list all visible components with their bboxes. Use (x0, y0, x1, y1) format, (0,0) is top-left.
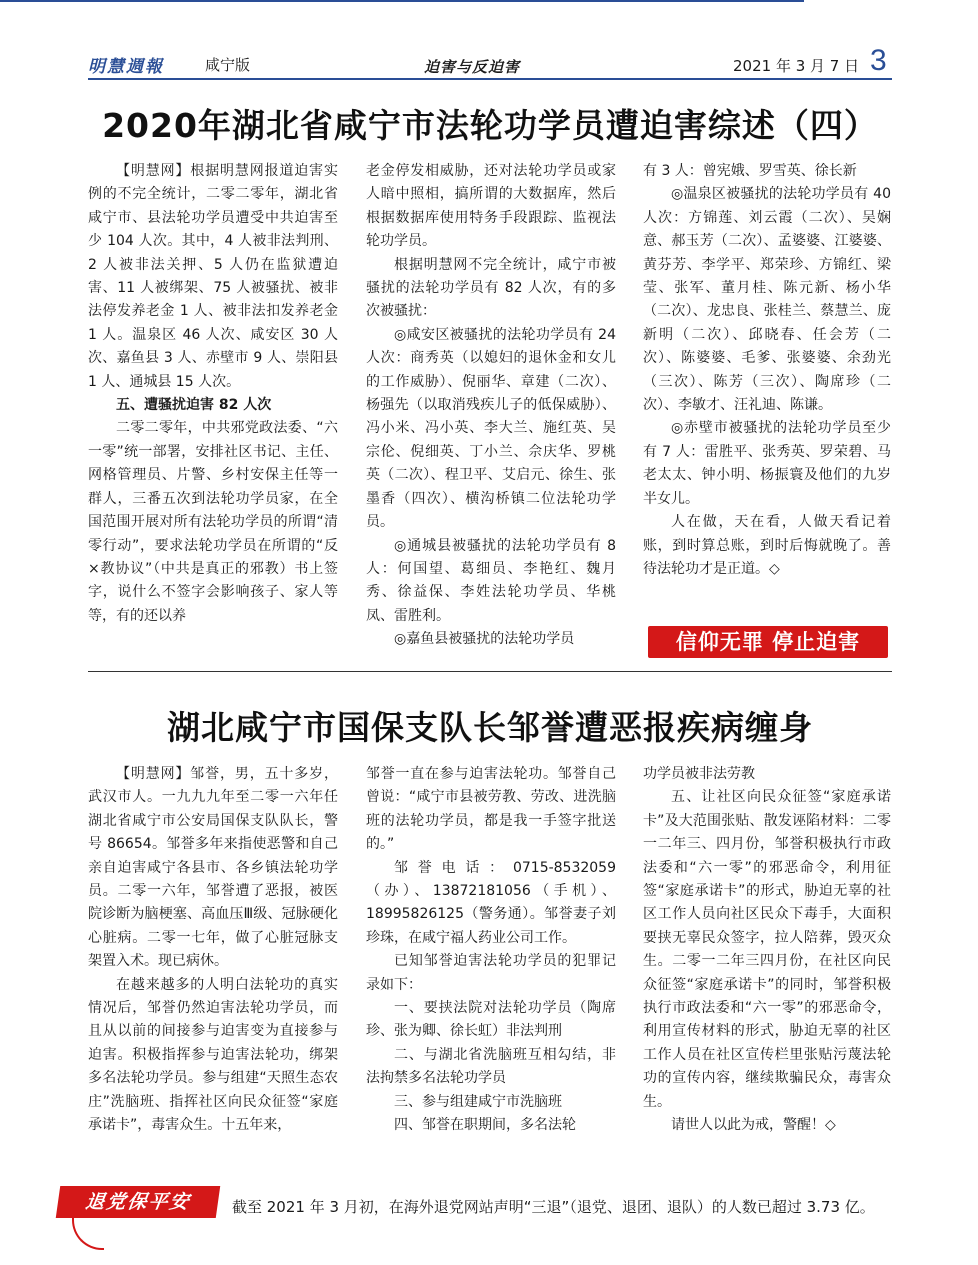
article1-column-1 (88, 160, 338, 660)
section-title: 迫害与反迫害 (424, 58, 521, 76)
paragraph: ◎咸安区被骚扰的法轮功学员有 24 人次：商秀英（以媳妇的退休金和女儿的工作威胁）、倪丽华、章建（二次）、杨强先（以取消残疾儿子的低保威胁）、冯小米、冯小英、李大兰、施红英、吴宗伦、倪细英、丁小兰、佘庆华、罗桃英（二次）、程卫平、艾启元、徐生、张墨香（四次）、横沟桥镇二位法轮功学员。 (366, 326, 616, 531)
paragraph: ◎赤壁市被骚扰的法轮功学员至少有 7 人：雷胜平、张秀英、罗荣碧、马老太太、钟小明、杨振寰及他们的九岁半女儿。 (643, 420, 891, 507)
page-number: 3 (870, 44, 887, 77)
edition-label: 咸宁版 (205, 56, 251, 74)
article2-column-2 (366, 763, 616, 1183)
paragraph: 已知邹誉迫害法轮功学员的犯罪记录如下： (366, 953, 616, 993)
paragraph: 一、要挟法院对法轮功学员（陶席珍、张为卿、徐长虹）非法判刑 (366, 1000, 616, 1040)
paragraph: ◎温泉区被骚扰的法轮功学员有 40 人次：方锦莲、刘云霞（二次）、吴娴意、郝玉芳（二次）、孟婆婆、江婆婆、黄芬芳、李学平、郑荣珍、方锦红、梁莹、张军、董月桂、陈元新、杨小华（二次）、龙忠良、张桂兰、蔡慧兰、庞新明（二次）、邱晓春、任会芳（二次）、陈婆婆、毛爹、张婆婆、余劲光（三次）、陈芳（三次）、陶席珍（二次）、李敏才、汪礼迪、陈谦。 (643, 186, 891, 414)
paragraph: 根据明慧网不完全统计，咸宁市被骚扰的法轮功学员有 82 人次，有的多次被骚扰： (366, 256, 616, 320)
header-rule (88, 78, 892, 80)
paragraph: 三、参与组建咸宁市洗脑班 (394, 1093, 562, 1110)
paragraph: 老金停发相威胁，还对法轮功学员或家人暗中照相，搞所谓的大数据库，然后根据数据库使用特务手段跟踪、监视法轮功学员。 (366, 163, 616, 250)
paragraph: 邹誉电话：0715-8532059（办）、13872181056（手机）、18995826125（警务通）。邹誉妻子刘珍珠，在咸宁福人药业公司工作。 (366, 859, 616, 946)
paragraph: 功学员被非法劳教 (643, 766, 755, 782)
paragraph: 五、让社区向民众征签“家庭承诺卡”及大范围张贴、散发诬陷材料：二零一二年三、四月份，邹誉积极执行市政法委和“六一零”的邪恶命令，利用征签“家庭承诺卡”的形式，胁迫无辜的社区工作人员向社区民众下毒手，大面积要挟无辜民众签字，拉人陪葬，毁灭众生。二零一二年三四月份，在社区向民众征签“家庭承诺卡”的同时，邹誉积极执行市政法委和“六一零”的邪恶命令，利用宣传材料的形式，胁迫无辜的社区工作人员在社区宣传栏里张贴污蔑法轮功的宣传内容，继续欺骗民众，毒害众生。 (643, 789, 891, 1110)
paragraph: 【明慧网】邹誉，男，五十多岁，武汉市人。一九九九年至二零一六年任湖北省咸宁市公安局国保支队队长，警号 86654。邹誉多年来指使恶警和自己亲自迫害咸宁各县市、各乡镇法轮功学员。二零一六年，邹誉遭了恶报，被医院诊断为脑梗塞、高血压Ⅲ级、冠脉硬化心脏病。二零一七年，做了心脏冠脉支架置入术。现已病休。 (88, 766, 338, 970)
article2-column-1 (88, 763, 338, 1183)
article-divider (88, 671, 892, 672)
paragraph: ◎嘉鱼县被骚扰的法轮功学员 (394, 631, 575, 648)
paragraph: 人在做，天在看，人做天看记着账，到时算总账，到时后悔就晚了。善待法轮功才是正道。◇ (643, 514, 891, 577)
paragraph: 二零二零年，中共邪党政法委、“六一零”统一部署，安排社区书记、主任、网格管理员、片警、乡村安保主任等一群人，三番五次到法轮功学员家，在全国范围开展对所有法轮功学员的所谓“清零行动”，要求法轮功学员在所谓的“反×教协议”（中共是真正的邪教）书上签字，说什么不签字会影响孩子、家人等等，有的还以养 (88, 420, 338, 624)
masthead: 明慧週報 (88, 57, 164, 77)
article1-column-3 (643, 160, 891, 620)
paragraph: 请世人以此为戒，警醒！◇ (671, 1117, 836, 1134)
paragraph: 四、邹誉在职期间，多名法轮 (394, 1117, 576, 1134)
article2-column-3 (643, 763, 891, 1183)
issue-date: 2021 年 3 月 7 日 (733, 57, 860, 75)
footer-ribbon: 退党保平安 (56, 1186, 220, 1218)
footer-notice: 截至 2021 年 3 月初，在海外退党网站声明“三退”（退党、退团、退队）的人数已超过 3.73 亿。 (232, 1198, 875, 1216)
paragraph: ◎通城县被骚扰的法轮功学员有 8 人：何国望、葛细员、李艳红、魏月秀、徐益保、李姓法轮功学员、华桃凤、雷胜利。 (366, 537, 616, 624)
paragraph: 【明慧网】根据明慧网报道迫害实例的不完全统计，二零二零年，湖北省咸宁市、县法轮功学员遭受中共迫害至少 104 人次。其中，4 人被非法判刑、2 人被非法关押、5 人仍在监狱遭迫害、11 人被绑架、75 人被骚扰、被非法停发养老金 1 人、被非法扣发养老金 1 人。温泉区 46 人次、咸安区 30 人次、嘉鱼县 3 人、赤壁市 9 人、崇阳县 1 人、通城县 15 人次。 (88, 163, 338, 390)
paragraph: 有 3 人：曾宪娥、罗雪英、徐长新 (643, 163, 857, 179)
slogan-banner: 信仰无罪 停止迫害 (648, 626, 888, 658)
paragraph: 二、与湖北省洗脑班互相勾结，非法拘禁多名法轮功学员 (366, 1046, 616, 1087)
article1-title: 2020年湖北省咸宁市法轮功学员遭迫害综述（四） (102, 106, 878, 145)
article2-title: 湖北咸宁市国保支队长邹誉遭恶报疾病缠身 (167, 708, 813, 747)
subheading: 五、遭骚扰迫害 82 人次 (116, 397, 272, 414)
paragraph: 在越来越多的人明白法轮功的真实情况后，邹誉仍然迫害法轮功学员，而且从以前的间接参与迫害变为直接参与迫害。积极指挥参与迫害法轮功，绑架多名法轮功学员。参与组建“天照生态农庄”洗脑班、指挥社区向民众征签“家庭承诺卡”，毒害众生。十五年来， (88, 976, 338, 1134)
paragraph: 邹誉一直在参与迫害法轮功。邹誉自己曾说：“咸宁市县被劳教、劳改、进洗脑班的法轮功学员，都是我一手签字批送的。” (366, 766, 616, 853)
footer-rule (0, 0, 804, 2)
article1-column-2 (366, 160, 616, 660)
ribbon-tail (72, 1218, 104, 1250)
